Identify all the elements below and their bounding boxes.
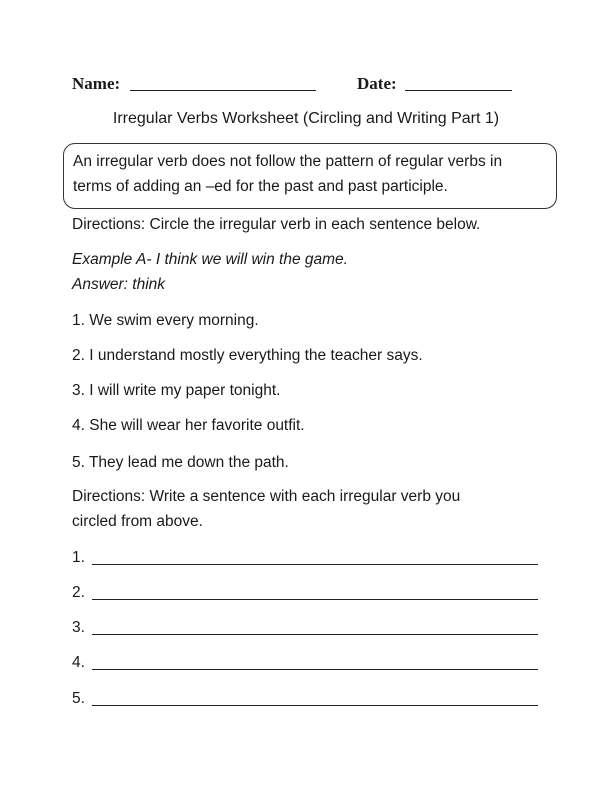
sentence-item[interactable]: 5. They lead me down the path. xyxy=(72,454,289,471)
answer-number: 3. xyxy=(72,619,85,636)
example-answer: Answer: think xyxy=(72,276,166,293)
answer-number: 4. xyxy=(72,654,85,671)
date-label: Date: xyxy=(357,74,397,93)
sentence-item[interactable]: 1. We swim every morning. xyxy=(72,312,259,329)
answer-line[interactable] xyxy=(92,669,538,670)
answer-line[interactable] xyxy=(92,634,538,635)
answer-number: 1. xyxy=(72,549,85,566)
definition-line-2: terms of adding an –ed for the past and past participle. xyxy=(73,178,448,195)
directions-write-line-2: circled from above. xyxy=(72,513,203,530)
answer-number: 5. xyxy=(72,690,85,707)
definition-line-1: An irregular verb does not follow the pattern of regular verbs in xyxy=(73,153,503,170)
sentence-item[interactable]: 3. I will write my paper tonight. xyxy=(72,382,281,399)
answer-line[interactable] xyxy=(92,705,538,706)
answer-number: 2. xyxy=(72,584,85,601)
directions-write-line-1: Directions: Write a sentence with each irregular verb you xyxy=(72,488,461,505)
sentence-item[interactable]: 4. She will wear her favorite outfit. xyxy=(72,417,305,434)
name-field[interactable] xyxy=(130,90,316,91)
sentence-item[interactable]: 2. I understand mostly everything the teacher says. xyxy=(72,347,423,364)
date-field[interactable] xyxy=(405,90,512,91)
answer-line[interactable] xyxy=(92,599,538,600)
example-sentence: Example A- I think we will win the game. xyxy=(72,251,348,268)
directions-circle: Directions: Circle the irregular verb in each sentence below. xyxy=(72,216,481,233)
answer-line[interactable] xyxy=(92,564,538,565)
page-title: Irregular Verbs Worksheet (Circling and Writing Part 1) xyxy=(112,110,500,127)
name-label: Name: xyxy=(72,74,121,93)
